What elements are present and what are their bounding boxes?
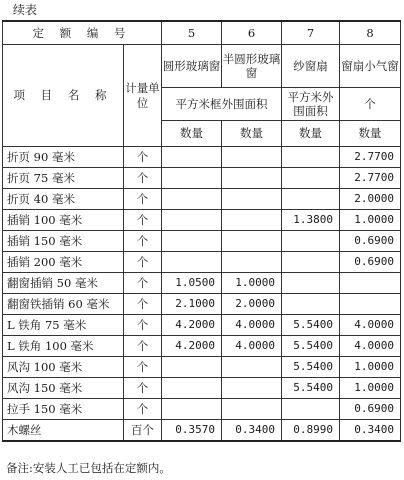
item-unit: 百个 (124, 420, 162, 442)
table-row (3, 252, 401, 273)
table-row (3, 231, 401, 252)
quota-table (2, 20, 401, 442)
table-row (3, 294, 401, 315)
quantity-cell (162, 189, 222, 210)
quantity-cell (222, 189, 282, 210)
quantity-cell: 2.0000 (222, 294, 282, 315)
quantity-cell (162, 399, 222, 420)
item-name: 风沟 150 毫米 (3, 378, 124, 399)
item-unit: 个 (124, 231, 162, 252)
quantity-cell (222, 147, 282, 168)
item-unit: 个 (124, 357, 162, 378)
table-row (3, 273, 401, 294)
quantity-cell: 0.3400 (222, 420, 282, 442)
qty-label-6: 数量 (222, 121, 282, 147)
item-name: L 铁角 75 毫米 (3, 315, 124, 336)
item-name: 拉手 150 毫米 (3, 399, 124, 420)
item-unit: 个 (124, 168, 162, 189)
quantity-cell: 2.7700 (340, 168, 401, 189)
quantity-cell: 0.6900 (340, 252, 401, 273)
item-unit: 个 (124, 378, 162, 399)
table-body (3, 147, 401, 442)
quantity-cell (222, 357, 282, 378)
quantity-cell: 1.0000 (340, 357, 401, 378)
quantity-cell (162, 168, 222, 189)
continued-label: 续表 (13, 3, 38, 17)
quantity-cell (340, 294, 401, 315)
table-row (3, 210, 401, 231)
quantity-cell (222, 231, 282, 252)
item-unit: 个 (124, 252, 162, 273)
quantity-cell (162, 252, 222, 273)
quantity-cell (340, 273, 401, 294)
qty-label-7: 数量 (282, 121, 340, 147)
quantity-cell: 5.5400 (282, 378, 340, 399)
quantity-cell (222, 378, 282, 399)
quantity-cell (222, 399, 282, 420)
item-unit: 个 (124, 147, 162, 168)
quantity-cell: 1.0000 (340, 378, 401, 399)
quantity-cell: 0.6900 (340, 231, 401, 252)
quantity-cell: 2.1000 (162, 294, 222, 315)
quantity-cell (162, 231, 222, 252)
quantity-cell: 4.0000 (340, 315, 401, 336)
quantity-cell (282, 231, 340, 252)
quantity-cell: 2.7700 (340, 147, 401, 168)
footnote: 备注:安装人工已包括在定额内。 (6, 461, 171, 475)
item-unit: 个 (124, 399, 162, 420)
table-row (3, 189, 401, 210)
col-name-small-vent-sash: 窗扇小气窗 (340, 45, 401, 88)
quantity-cell: 4.2000 (162, 336, 222, 357)
item-unit: 个 (124, 210, 162, 231)
item-name: 插销 200 毫米 (3, 252, 124, 273)
item-unit: 个 (124, 189, 162, 210)
item-name: 插销 100 毫米 (3, 210, 124, 231)
col-name-round-glass-window: 圆形玻璃窗 (162, 45, 222, 88)
table-row (3, 315, 401, 336)
quantity-cell: 0.6900 (340, 399, 401, 420)
table-row (3, 357, 401, 378)
col-number-5: 5 (162, 21, 222, 45)
item-name: 折页 40 毫米 (3, 189, 124, 210)
col-number-7: 7 (282, 21, 340, 45)
quantity-cell (282, 294, 340, 315)
col-number-6: 6 (222, 21, 282, 45)
quantity-cell (222, 210, 282, 231)
measure-each: 个 (340, 88, 401, 121)
qty-label-5: 数量 (162, 121, 222, 147)
item-name: 翻窗铁插销 60 毫米 (3, 294, 124, 315)
quantity-cell (282, 168, 340, 189)
quantity-cell: 1.0000 (222, 273, 282, 294)
col-name-semicircle-glass-window: 半圆形玻璃窗 (222, 45, 282, 88)
measure-outer: 平方米外围面积 (282, 88, 340, 121)
item-name-header: 项 目 名 称 (3, 45, 124, 147)
item-name: 木螺丝 (3, 420, 124, 442)
quantity-cell: 1.3800 (282, 210, 340, 231)
quantity-cell (282, 273, 340, 294)
quantity-cell: 2.0000 (340, 189, 401, 210)
quantity-cell: 0.3570 (162, 420, 222, 442)
item-name: 翻窗插销 50 毫米 (3, 273, 124, 294)
table-row (3, 168, 401, 189)
quantity-cell (162, 357, 222, 378)
quantity-cell: 5.5400 (282, 336, 340, 357)
quantity-cell (282, 252, 340, 273)
quantity-cell: 0.3400 (340, 420, 401, 442)
quota-number-header: 定 额 编 号 (3, 21, 162, 45)
table-row (3, 378, 401, 399)
quantity-cell: 1.0500 (162, 273, 222, 294)
quantity-cell: 1.0000 (340, 210, 401, 231)
quantity-cell (162, 210, 222, 231)
table-row (3, 147, 401, 168)
quantity-cell (162, 147, 222, 168)
quantity-cell (282, 399, 340, 420)
quantity-cell: 5.5400 (282, 357, 340, 378)
measure-frame: 平方米框外围面积 (162, 88, 282, 121)
quantity-cell (222, 168, 282, 189)
quantity-cell: 4.0000 (222, 336, 282, 357)
qty-label-8: 数量 (340, 121, 401, 147)
item-unit: 个 (124, 273, 162, 294)
table-row (3, 336, 401, 357)
quantity-cell: 4.0000 (222, 315, 282, 336)
quantity-cell: 5.5400 (282, 315, 340, 336)
unit-header: 计量单位 (124, 45, 162, 147)
item-unit: 个 (124, 315, 162, 336)
item-name: L 铁角 100 毫米 (3, 336, 124, 357)
item-name: 折页 75 毫米 (3, 168, 124, 189)
item-name: 风沟 100 毫米 (3, 357, 124, 378)
quantity-cell (282, 189, 340, 210)
quantity-cell (162, 378, 222, 399)
col-name-screen-sash: 纱窗扇 (282, 45, 340, 88)
quantity-cell (222, 252, 282, 273)
item-name: 插销 150 毫米 (3, 231, 124, 252)
item-unit: 个 (124, 294, 162, 315)
table-row (3, 420, 401, 442)
item-name: 折页 90 毫米 (3, 147, 124, 168)
table-row (3, 399, 401, 420)
col-number-8: 8 (340, 21, 401, 45)
quantity-cell (282, 147, 340, 168)
quantity-cell: 4.2000 (162, 315, 222, 336)
quantity-cell: 0.8990 (282, 420, 340, 442)
quantity-cell: 4.0000 (340, 336, 401, 357)
item-unit: 个 (124, 336, 162, 357)
